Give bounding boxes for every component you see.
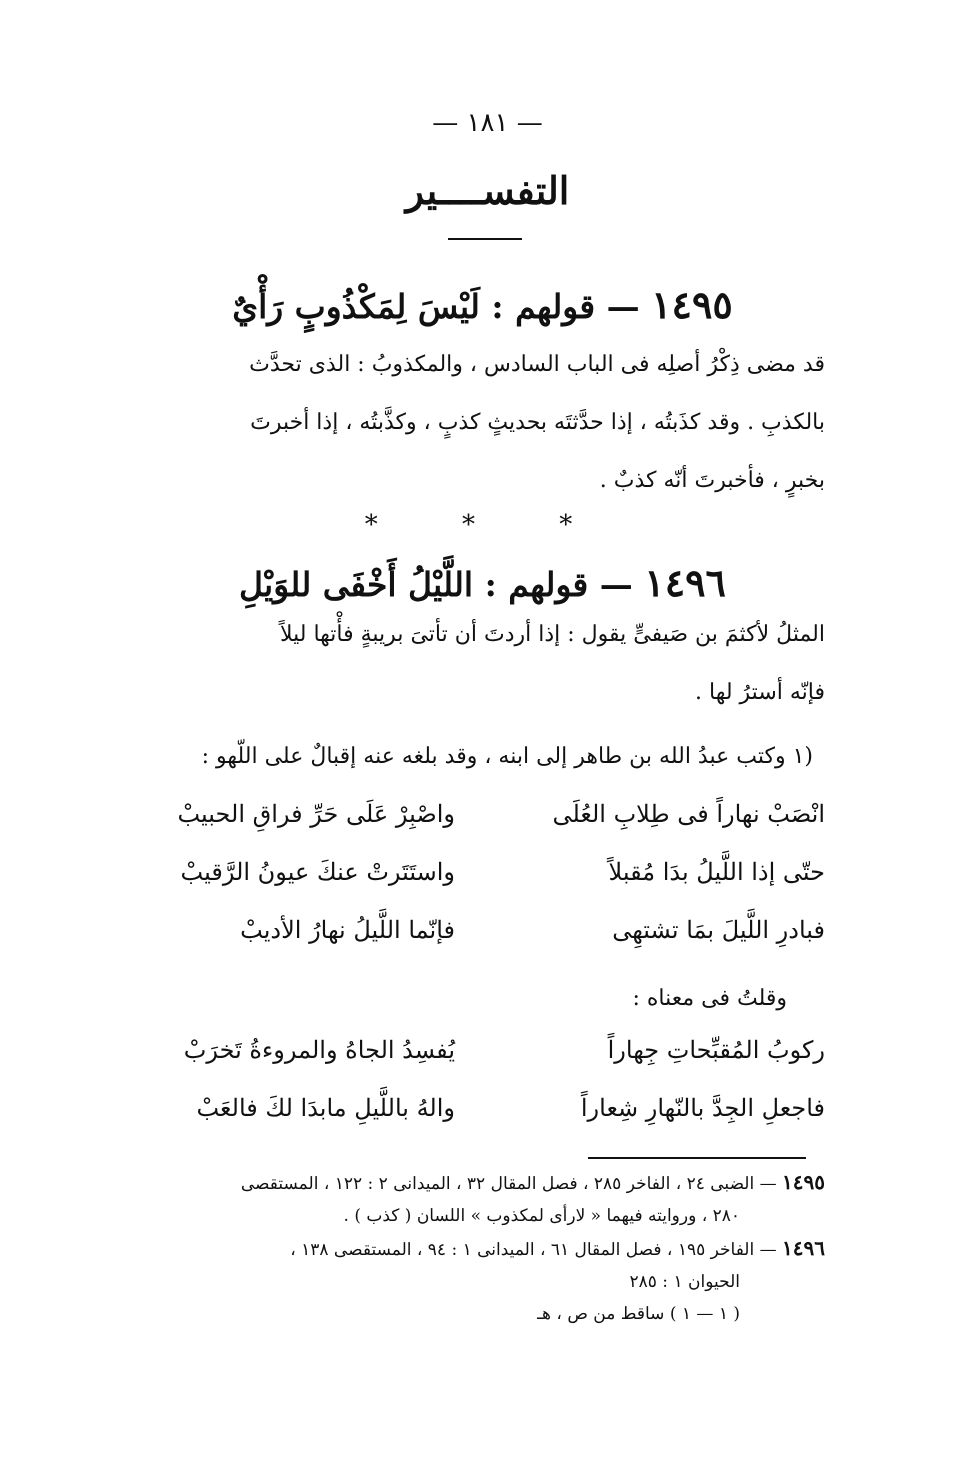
footnotes	[145, 1166, 825, 1330]
entry-1495-body	[145, 336, 825, 510]
footnote-text: — الفاخر ١٩٥ ، فصل المقال ٦١ ، الميدانى ١ : ٩٤ ، المستقصى ١٣٨ ،	[290, 1240, 777, 1260]
footnote-note: ( ١ — ١ ) ساقط من ص ، هـ	[537, 1304, 740, 1324]
footnote-line	[145, 1166, 825, 1200]
body-line: قد مضى ذِكْرُ أصلِه فى الباب السادس ، والمكذوبُ : الذى تحدَّث	[249, 352, 825, 377]
entry-1495-number: ١٤٩٥	[651, 282, 733, 327]
footnote-continuation: ٢٨٠ ، وروايته فيهما « لارأى لمكذوب » اللسان ( كذب ) .	[343, 1206, 740, 1226]
verse-hemistich-first: فاجعلِ الجِدَّ بالنّهارِ شِعاراً	[580, 1094, 825, 1122]
verse-intro-2: وقلتُ فى معناه :	[632, 986, 787, 1011]
footnote-line	[145, 1232, 825, 1266]
verse-hemistich-second: واستَتَرتْ عنكَ عيونُ الرَّقيبْ	[180, 858, 455, 886]
entry-1496-number: ١٤٩٦	[644, 560, 726, 605]
verse-line	[145, 1036, 825, 1076]
section-title: التفســــير	[405, 168, 570, 213]
entry-1495-title: — قولهم : لَيْسَ لِمَكْذُوبٍ رَأْيٌ	[232, 287, 640, 326]
verse-line	[145, 916, 825, 956]
body-line: بخبرٍ ، فأخبرتَ أنّه كذبٌ .	[599, 468, 825, 493]
entry-1495-heading	[150, 282, 815, 327]
entry-1496-title: — قولهم : اللَّيْلُ أَخْفَى للوَيْلِ	[239, 565, 633, 604]
verse-line	[145, 858, 825, 898]
verse-intro: (١ وكتب عبدُ الله بن طاهر إلى ابنه ، وقد بلغه عنه إقبالٌ على اللّهو :	[201, 744, 813, 769]
footnote-continuation: الحيوان ١ : ٢٨٥	[629, 1272, 740, 1292]
verse-hemistich-second: واصْبِرْ عَلَى حَرِّ فراقِ الحبيبْ	[177, 800, 455, 828]
body-line: المثلُ لأكثمَ بن صَيفىٍّ يقول : إذا أردتَ أن تأتىَ بريبةٍ فأْتها ليلاً	[279, 622, 825, 647]
verse-hemistich-first: فبادرِ اللَّيلَ بمَا تشتهِى	[612, 916, 825, 944]
verse-hemistich-second: والهُ باللَّيلِ مابدَا لكَ فالعَبْ	[196, 1094, 455, 1122]
body-line: فإنّه أسترُ لها .	[695, 680, 825, 705]
page-number: — ١٨١ —	[432, 108, 543, 138]
verse-line	[145, 800, 825, 840]
body-line: بالكذبِ . وقد كذَبتُه ، إذا حدَّثتَه بحديثٍ كذبٍ ، وكذَّبتُه ، إذا أخبرتَ	[250, 410, 825, 435]
footnote-text: — الضبى ٢٤ ، الفاخر ٢٨٥ ، فصل المقال ٣٢ ، الميدانى ٢ : ١٢٢ ، المستقصى	[240, 1174, 777, 1194]
verse-hemistich-second: يُفسِدُ الجاهُ والمروءةُ تَخرَبْ	[183, 1036, 455, 1064]
footnote-number: ١٤٩٥	[782, 1170, 825, 1194]
footnote-divider	[588, 1157, 806, 1159]
section-separator: * * *	[364, 510, 611, 540]
verse-hemistich-first: ركوبُ المُقبِّحاتِ جِهاراً	[607, 1036, 825, 1064]
title-divider	[448, 238, 522, 240]
entry-1496-heading	[150, 560, 815, 605]
verse-line	[145, 1094, 825, 1134]
footnote-number: ١٤٩٦	[782, 1236, 825, 1260]
verse-hemistich-second: فإنّما اللَّيلُ نهارُ الأديبْ	[240, 916, 455, 944]
entry-1496-body	[145, 606, 825, 722]
verse-hemistich-first: حتّى إذا اللَّيلُ بدَا مُقبلاً	[608, 858, 825, 886]
verse-hemistich-first: انْصَبْ نهاراً فى طِلابِ العُلَى	[552, 800, 825, 828]
